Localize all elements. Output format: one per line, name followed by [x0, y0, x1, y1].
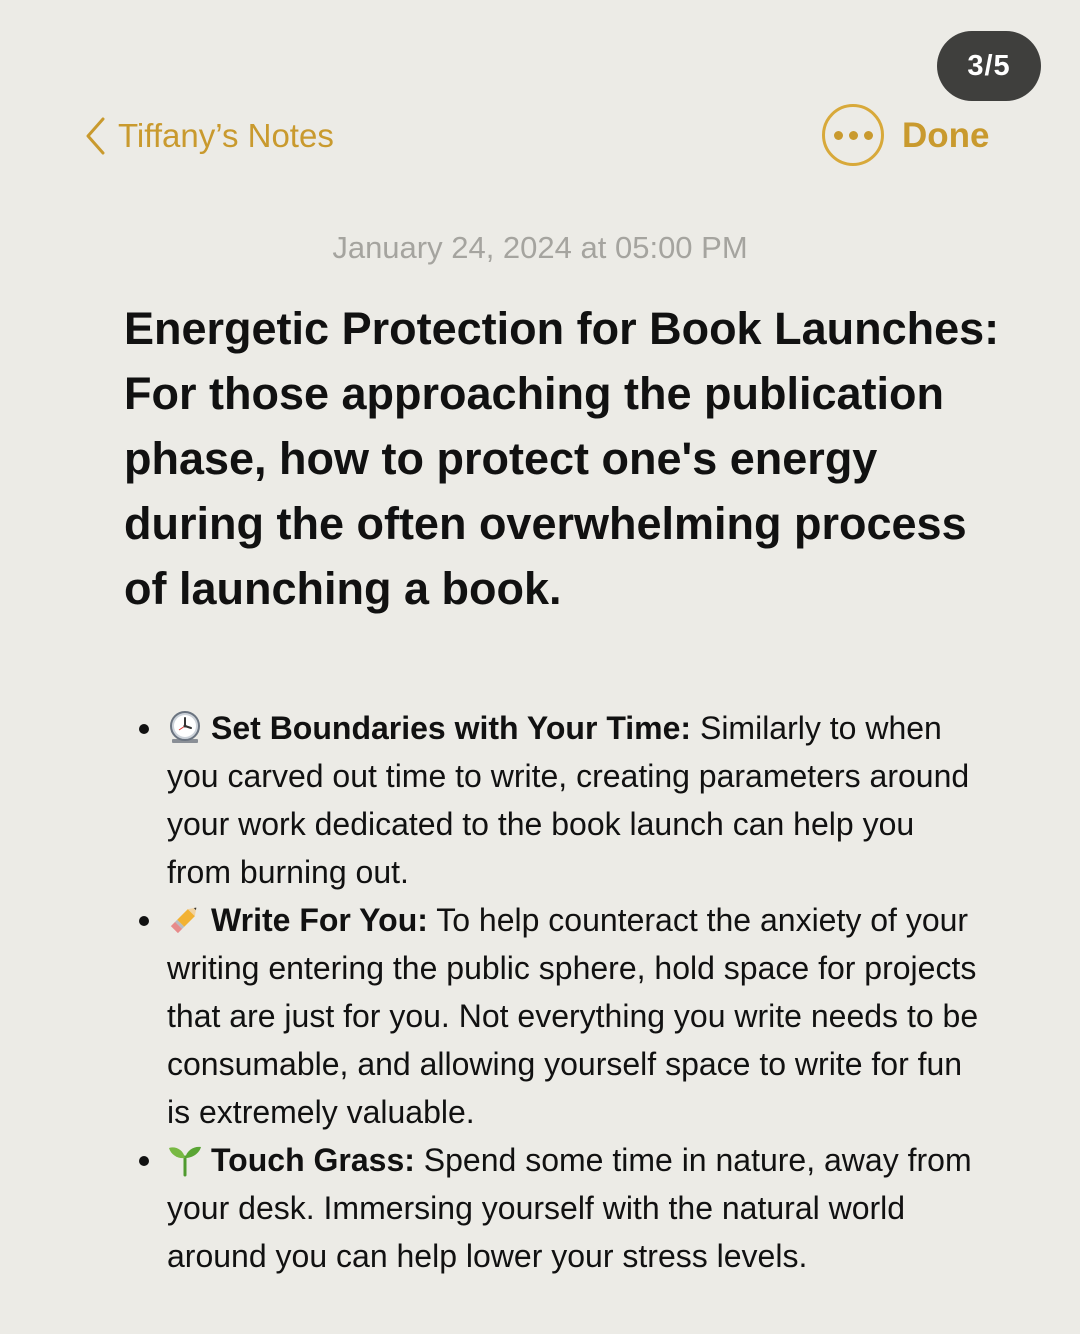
- back-button[interactable]: [84, 112, 334, 160]
- note-date: January 24, 2024 at 05:00 PM: [332, 230, 748, 265]
- pencil-icon: [167, 901, 203, 937]
- more-icon-dot: [849, 131, 858, 140]
- list-item-heading: Touch Grass:: [211, 1142, 415, 1178]
- bullet-icon: [139, 916, 149, 926]
- list-item-text: Similarly to when you carved out time to write, creating parameters around your work dedicated to the book launch can help you from burning out.: [167, 710, 970, 890]
- list-item: [0, 896, 1080, 1136]
- page-indicator-badge: 3/5: [937, 31, 1041, 101]
- list-item-heading: Set Boundaries with Your Time:: [211, 710, 692, 746]
- list-item-heading: Write For You:: [211, 902, 428, 938]
- more-options-button[interactable]: [822, 104, 884, 166]
- seedling-icon: [167, 1141, 203, 1177]
- more-icon: [834, 131, 843, 140]
- note-bullet-list: [0, 704, 1080, 1280]
- bullet-icon: [139, 1156, 149, 1166]
- list-item-text: To help counteract the anxiety of your writing entering the public sphere, hold space for projects that are just for you. Not everything you write needs to be consumable, and allowing yourself space to write for fun is extremely valuable.: [167, 902, 979, 1130]
- clock-icon: [167, 709, 203, 745]
- list-item: [0, 704, 1080, 896]
- chevron-left-icon: [84, 116, 106, 156]
- note-title: Energetic Protection for Book Launches: For those approaching the publication phase, how to protect one's energy during the often overwhelming process of launching a book.: [124, 303, 1000, 614]
- list-item: [0, 1136, 1080, 1280]
- bullet-icon: [139, 724, 149, 734]
- more-icon-dot: [864, 131, 873, 140]
- list-item-text: Spend some time in nature, away from your desk. Immersing yourself with the natural world around you can help lower your stress levels.: [167, 1142, 972, 1274]
- back-button-label: Tiffany’s Notes: [118, 117, 334, 154]
- done-button[interactable]: Done: [902, 116, 990, 155]
